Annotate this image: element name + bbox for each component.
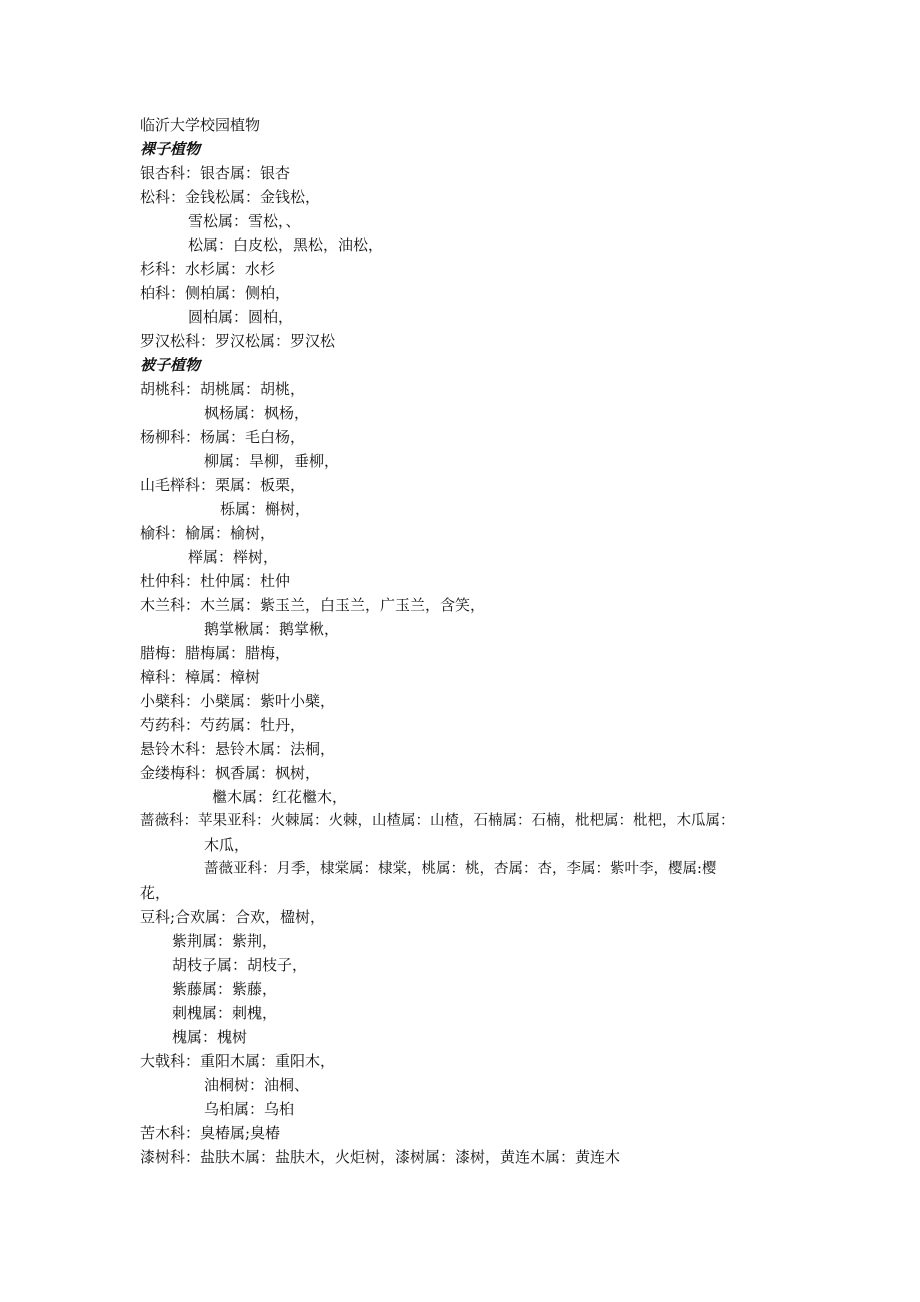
- text-line: 槐属：槐树: [172, 1028, 248, 1046]
- text-line: 金缕梅科：枫香属：枫树，: [140, 764, 321, 782]
- text-line: 漆树科：盐肤木属：盐肤木，火炬树，漆树属：漆树，黄连木属：黄连木: [140, 1148, 621, 1166]
- page-title: 临沂大学校园植物: [140, 116, 261, 134]
- text-line: 苦木科：臭椿属;臭椿: [140, 1124, 281, 1142]
- text-line: 松科：金钱松属：金钱松，: [140, 188, 321, 206]
- text-line: 胡桃科：胡桃属：胡桃，: [140, 380, 306, 398]
- text-line: 木瓜，: [204, 836, 250, 854]
- text-line: 松属：白皮松，黑松，油松，: [188, 236, 384, 254]
- text-line: 悬铃木科：悬铃木属：法桐，: [140, 740, 336, 758]
- text-line: 圆柏属：圆柏，: [188, 308, 294, 326]
- text-line: 柳属：旱柳，垂柳，: [204, 452, 340, 470]
- text-line: 雪松属：雪松，、: [188, 212, 301, 230]
- text-line: 榆科：榆属：榆树，: [140, 524, 276, 542]
- text-line: 杉科：水杉属：水杉: [140, 260, 276, 278]
- text-line: 芍药科：芍药属：牡丹，: [140, 716, 306, 734]
- section-heading-gymnosperms: 裸子植物: [140, 140, 201, 158]
- text-line: 小檗科：小檗属：紫叶小檗，: [140, 692, 336, 710]
- text-line: 蔷薇科：苹果亚科：火棘属：火棘，山楂属：山楂，石楠属：石楠，枇杷属：枇杷，木瓜属：: [140, 813, 735, 829]
- text-line: 紫荆属：紫荆，: [172, 932, 278, 950]
- text-line: 油桐树：油桐、: [204, 1076, 310, 1094]
- text-line: 豆科;合欢属：合欢，楹树，: [140, 908, 326, 926]
- text-line: 大戟科：重阳木属：重阳木，: [140, 1052, 336, 1070]
- text-line: 乌桕属：乌桕: [204, 1100, 295, 1118]
- text-line: 紫藤属：紫藤，: [172, 980, 278, 998]
- text-line: 枫杨属：枫杨，: [204, 404, 310, 422]
- section-heading-angiosperms: 被子植物: [140, 356, 201, 374]
- text-line: 花，: [140, 884, 171, 902]
- text-line: 银杏科：银杏属：银杏: [140, 164, 291, 182]
- text-line: 刺槐属：刺槐，: [172, 1004, 278, 1022]
- text-line: 腊梅：腊梅属：腊梅，: [140, 644, 291, 662]
- text-line: 栎属：槲树，: [220, 500, 311, 518]
- text-line: 杨柳科：杨属：毛白杨，: [140, 428, 306, 446]
- text-line: 檵木属：红花檵木，: [212, 788, 348, 806]
- text-line: 鹅掌楸属：鹅掌楸，: [204, 620, 340, 638]
- text-line: 樟科：樟属：樟树: [140, 668, 261, 686]
- text-line: 柏科：侧柏属：侧柏，: [140, 284, 291, 302]
- text-line: 胡枝子属：胡枝子，: [172, 956, 308, 974]
- text-line: 木兰科：木兰属：紫玉兰，白玉兰，广玉兰，含笑，: [140, 596, 486, 614]
- text-line: 山毛榉科：栗属：板栗，: [140, 476, 306, 494]
- text-line: 杜仲科：杜仲属：杜仲: [140, 572, 291, 590]
- text-line: 蔷薇亚科：月季，棣棠属：棣棠，桃属：桃，杏属：杏，李属：紫叶李，樱属:樱: [204, 861, 717, 877]
- text-line: 罗汉松科：罗汉松属：罗汉松: [140, 332, 336, 350]
- text-line: 榉属：榉树，: [188, 548, 279, 566]
